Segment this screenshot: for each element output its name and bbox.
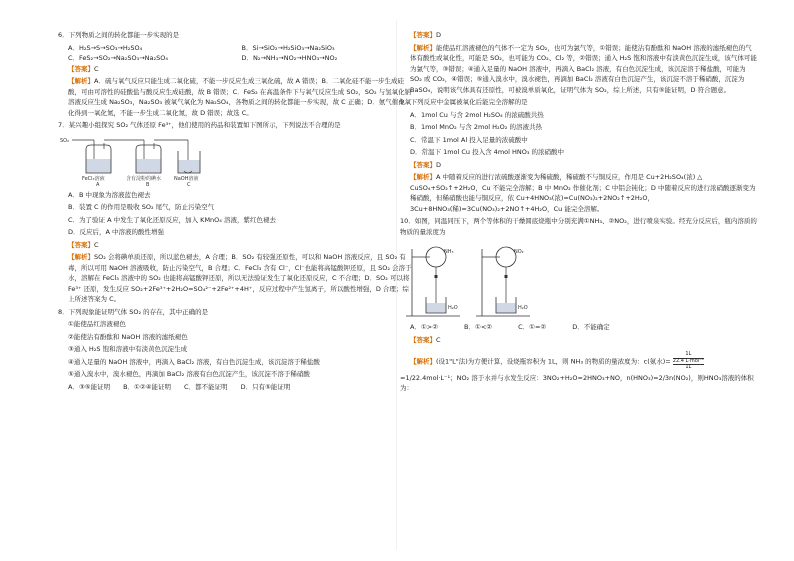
q10-options: A．①>② B．①<② C．①=② D．不能确定 [410, 323, 610, 332]
q6-option-a: A．H₂S→S→SO₃→H₂SO₄ [68, 43, 143, 52]
q7-explanation-text: SO₂ 会将碘单质还原，所以蓝色褪去，A 合理；B．SO₂ 有较强还原性，可以和 NaOH 溶液反应，且 SO₂ 有毒，所以可用 NaOH 溶液吸收，防止污染空气，B 合理；C．FeCl₃ 含有 Cl⁻，Cl⁻也能将高锰酸钾还原，且 SO₂ 会溶于水，溶解在 FeCl₃ 溶液中的 SO₂ 也能将高锰酸钾还原，所以无法验证发生了氧化还原反应，C 不合理；D．SO₂ 可以将 Fe³⁺ 还原，发生反应 SO₂+2Fe³⁺+2H₂O=SO₄²⁻+2Fe²⁺+4H⁺，反应过程中产生氢离子，所以酸性增强，D 合理；综上所述答案为 C。 [68, 253, 412, 304]
fig7-b-solution: 含有淀粉的碘水 [126, 175, 162, 182]
q7-explanation [58, 252, 415, 305]
q9-option-c: C．常温下 1mol Al 投入足量的浓硫酸中 [410, 135, 528, 144]
q9-explanation [400, 172, 757, 214]
q7-answer-value: C [94, 240, 99, 249]
q6-options-row1 [58, 43, 415, 54]
q10-answer [400, 335, 757, 346]
q10-answer-value: C [436, 335, 441, 344]
explanation-label: 【解析】 [410, 357, 436, 366]
fig7-so2-label: SO₂ [60, 137, 70, 144]
q6-answer [58, 64, 415, 75]
fig7-a-solution: FeCl₃溶液 [82, 175, 105, 182]
fig7-a-label: A [96, 181, 100, 187]
q7-option-c: C．为了验证 A 中发生了氧化还原反应，加入 KMnO₄ 溶液，紫红色褪去 [68, 215, 276, 224]
q7-apparatus-figure [58, 135, 415, 187]
fig10-water-label-1: H₂O [448, 305, 458, 312]
q6-option-c: C．FeS₂→SO₂→Na₂SO₃→Na₂SO₄ [68, 54, 168, 63]
q6-answer-value: C [94, 64, 99, 73]
q8-explanation [400, 43, 757, 96]
q9-option-d: D．常温下 1mol Cu 投入含 4mol HNO₃ 的浓硝酸中 [410, 148, 565, 157]
q8-item-5: ⑤通入溴水中，溴水褪色，再滴加 BaCl₂ 溶液有白色沉淀产生，该沉淀不溶于稀硝酸 [68, 370, 310, 379]
q10-stem: 10．如图，同温同压下，两个等体积的干燥圆底烧瓶中分别充满①NH₃、②NO₂，进行喷泉实验。经充分反应后，瓶内溶质的物质的量浓度为 [400, 217, 757, 236]
q10-fountain-figure [400, 241, 757, 319]
fig10-no2-label: NO₂ [514, 249, 524, 256]
q8-stem: 8．下列现象能证明气体 SO₂ 的存在，其中正确的是 [58, 307, 209, 316]
q7-answer [58, 240, 415, 251]
q8-options: A．③⑤能证明 B．①②④能证明 C．都不能证明 D．只有⑤能证明 [68, 382, 291, 391]
q7-stem: 7．某兴趣小组探究 SO₂ 气体还原 Fe³⁺，他们使用的药品和装置如下图所示，下列说法不合理的是 [58, 121, 341, 130]
explanation-label: 【解析】 [410, 43, 436, 52]
answer-label: 【答案】 [410, 160, 436, 169]
right-column [400, 30, 757, 396]
q7-option-a: A．B 中现象为溶液蓝色褪去 [68, 190, 151, 199]
fig10-water-label-2: H₂O [518, 305, 528, 312]
q7-option-d: D．反应后，A 中溶液的酸性增强 [68, 228, 165, 237]
q8-item-1: ①能使品红溶液褪色 [68, 320, 126, 329]
fig7-c-label: C [187, 181, 191, 187]
q9-answer [400, 160, 757, 171]
answer-label: 【答案】 [410, 31, 436, 39]
explanation-label: 【解析】 [410, 173, 436, 182]
fig10-nh3-label: NH₃ [444, 249, 454, 256]
q10-explanation [400, 352, 757, 371]
q10-fraction [673, 352, 704, 371]
q6-explanation-text: A．硫与氧气反应只能生成二氧化硫，不能一步反应生成三氧化硫，故 A 错误；B．二氧化硅不能一步生成硅酸，可由可溶性的硅酸盐与酸反应生成硅酸，故 B 错误；C．FeS₂ 在高温条件下与氧气反应生成 SO₂，SO₂ 与氢氧化钠溶液反应生成 Na₂SO₃，Na₂SO₃ 被氧气氧化为 Na₂SO₄，各物质之间的转化都能一步实现，故 C 正确；D．氨气催化氧化得到一氧化氮，不能一步生成二氧化氮，故 D 错误；故选 C。 [68, 77, 412, 117]
q6-explanation [58, 76, 415, 118]
q7-option-b: B．装置 C 的作用是吸收 SO₂ 尾气，防止污染空气 [68, 203, 215, 212]
q10-explanation-cont: =1/22.4mol·L⁻¹；NO₂ 溶于水并与水发生反应：3NO₂+H₂O=2HNO₃+NO，n(HNO₃)=2/3n(NO₂)，则HNO₃溶液的体积为： [400, 373, 754, 393]
q8-explanation-text: 能使品红溶液褪色的气体不一定为 SO₂，也可为氯气等，①错误；能使沾有酚酞和 NaOH 溶液的滤纸褪色的气体有酸性或氧化性，可能是 SO₂，也可能为 CO₂、Cl₂ 等，②错误；通入 H₂S 饱和溶液中有淡黄色沉淀生成，该气体可能为氯气等，③错误；④通入足量的 NaOH 溶液中，再滴入 BaCl₂ 溶液，有白色沉淀生成，该沉淀溶于稀盐酸，可能为 SO₂ 或 CO₂，④错误；⑤通入溴水中，溴水褪色，再滴加 BaCl₂ 溶液有白色沉淀产生，该沉淀不溶于稀硝酸，沉淀为 BaSO₄，说明该气体具有还原性，可被溴单质氧化，证明气体为 SO₂，综上所述，只有⑤能证明，D 符合题意。 [410, 43, 757, 94]
q6-option-d: D．N₂→NH₃→NO₂→HNO₃→NO₂ [241, 54, 338, 63]
q8-item-3: ③通入 H₂S 饱和溶液中有淡黄色沉淀生成 [68, 345, 188, 354]
left-column [58, 30, 415, 394]
q8-answer [400, 30, 757, 41]
q6-stem: 6．下列物质之间的转化都能一步实现的是 [58, 31, 180, 39]
q10-explanation-text-a: (设1"L"法)为方便计算，设烧瓶容积为 1L，则 NH₃ 的物质的量浓度为：c(氨水)= [436, 357, 671, 366]
fraction-bottom: 1L [685, 364, 692, 371]
answer-label: 【答案】 [68, 240, 94, 249]
q9-option-b: B．1mol MnO₂ 与含 2mol H₂O₂ 的溶液共热 [410, 123, 542, 132]
q6-option-b: B．Si→SiO₂→H₂SiO₃→Na₂SiO₃ [241, 43, 335, 52]
q6-options-row2 [58, 53, 415, 64]
q9-answer-value: D [436, 160, 442, 169]
q9-stem: 9．下列反应中金属被氧化后能完全溶解的是 [400, 98, 528, 107]
fraction-top: 1L [685, 351, 692, 358]
answer-label: 【答案】 [410, 335, 436, 344]
fraction-middle: 22.4 L·mol⁻¹ [672, 357, 704, 364]
q9-explanation-text: A 中随着反应的进行浓硫酸逐渐变为稀硫酸，稀硫酸不与铜反应，作用是 Cu+2H₂SO₄(浓) △ CuSO₄+SO₂↑+2H₂O，Cu 不能完全溶解；B 中 MnO₂ 作催化剂；C 中铝会钝化；D 中随着反应的进行浓硝酸逐渐变为稀硝酸，但稀硝酸也能与铜反应，依 Cu+4HNO₃(浓)=Cu(NO₃)₂+2NO₂↑+2H₂O，3Cu+8HNO₃(稀)=3Cu(NO₃)₂+2NO↑+4H₂O，Cu 能完全溶解。 [410, 173, 756, 213]
q9-option-a: A．1mol Cu 与含 2mol H₂SO₄ 的浓硫酸共热 [410, 110, 544, 119]
q8-answer-value: D [436, 31, 442, 39]
answer-label: 【答案】 [68, 64, 94, 73]
fig7-b-label: B [146, 181, 150, 187]
fig7-c-solution: NaOH溶液 [174, 175, 199, 182]
explanation-label: 【解析】 [68, 253, 94, 262]
q8-item-2: ②能使沾有酚酞和 NaOH 溶液的滤纸褪色 [68, 332, 188, 341]
explanation-label: 【解析】 [68, 77, 94, 86]
q8-item-4: ④通入足量的 NaOH 溶液中，再滴入 BaCl₂ 溶液，有白色沉淀生成，该沉淀溶于稀盐酸 [68, 357, 320, 366]
